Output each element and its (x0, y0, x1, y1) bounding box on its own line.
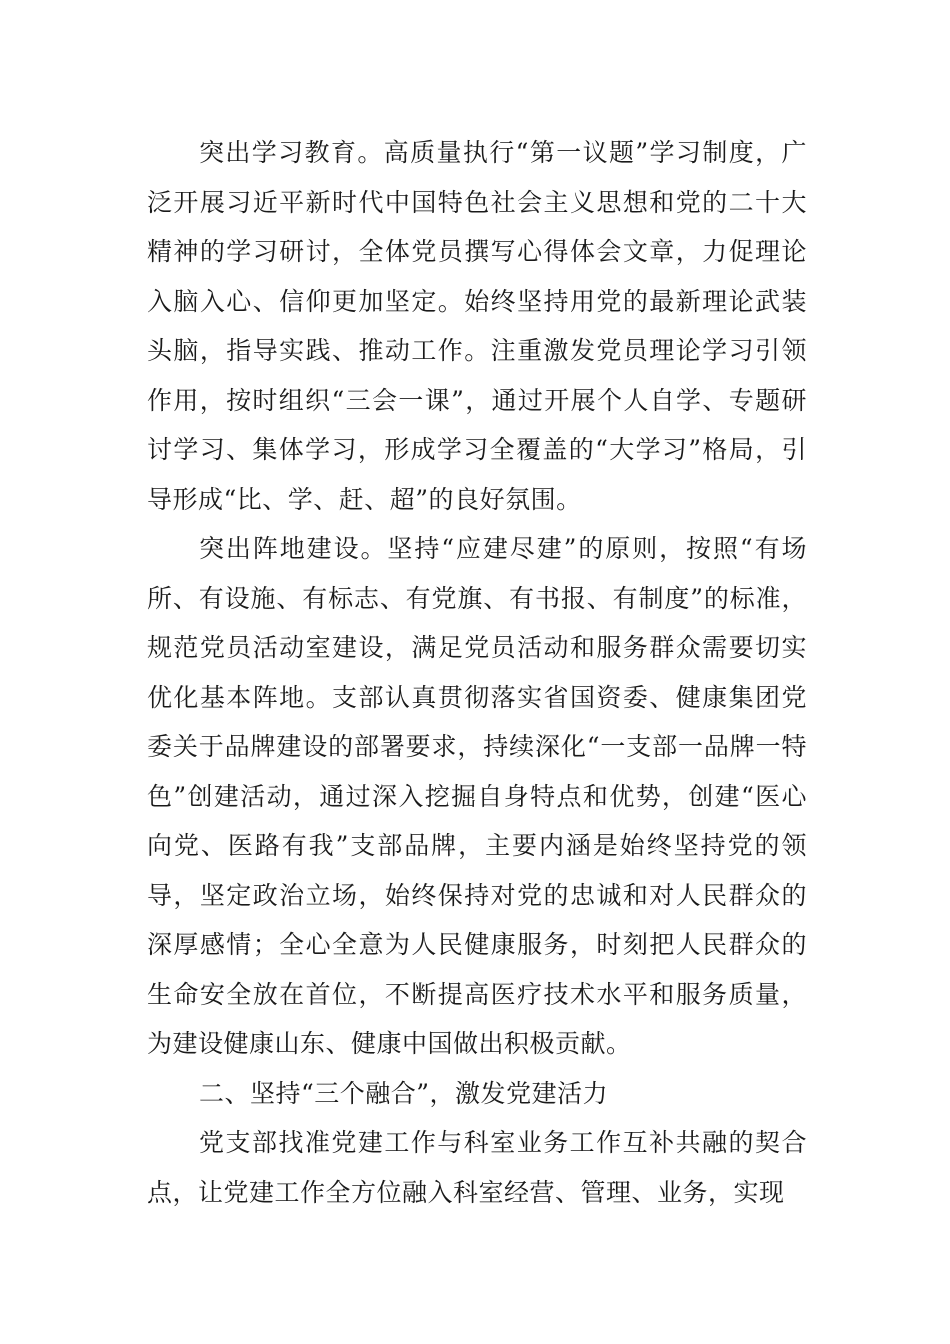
paragraph-study-education: 突出学习教育。高质量执行“第一议题”学习制度，广泛开展习近平新时代中国特色社会主义思想和党的二十大精神的学习研讨，全体党员撰写心得体会文章，力促理论入脑入心、信仰更加坚定。始终坚持用党的最新理论武装头脑，指导实践、推动工作。注重激发党员理论学习引领作用，按时组织“三会一课”，通过开展个人自学、专题研讨学习、集体学习，形成学习全覆盖的“大学习”格局，引导形成“比、学、赶、超”的良好氛围。 (147, 138, 807, 514)
section-heading: 二、坚持“三个融合”，激发党建活力 (199, 1078, 609, 1108)
document-body (147, 128, 807, 1217)
paragraph-integration: 党支部找准党建工作与科室业务工作互补共融的契合点，让党建工作全方位融入科室经营、管理、业务，实现 (147, 1128, 807, 1207)
paragraph-position-building: 突出阵地建设。坚持“应建尽建”的原则，按照“有场所、有设施、有标志、有党旗、有书报、有制度”的标准，规范党员活动室建设，满足党员活动和服务群众需要切实优化基本阵地。支部认真贯彻落实省国资委、健康集团党委关于品牌建设的部署要求，持续深化“一支部一品牌一特色”创建活动，通过深入挖掘自身特点和优势，创建“医心向党、医路有我”支部品牌，主要内涵是始终坚持党的领导，坚定政治立场，始终保持对党的忠诚和对人民群众的深厚感情；全心全意为人民健康服务，时刻把人民群众的生命安全放在首位，不断提高医疗技术水平和服务质量，为建设健康山东、健康中国做出积极贡献。 (147, 534, 807, 1058)
